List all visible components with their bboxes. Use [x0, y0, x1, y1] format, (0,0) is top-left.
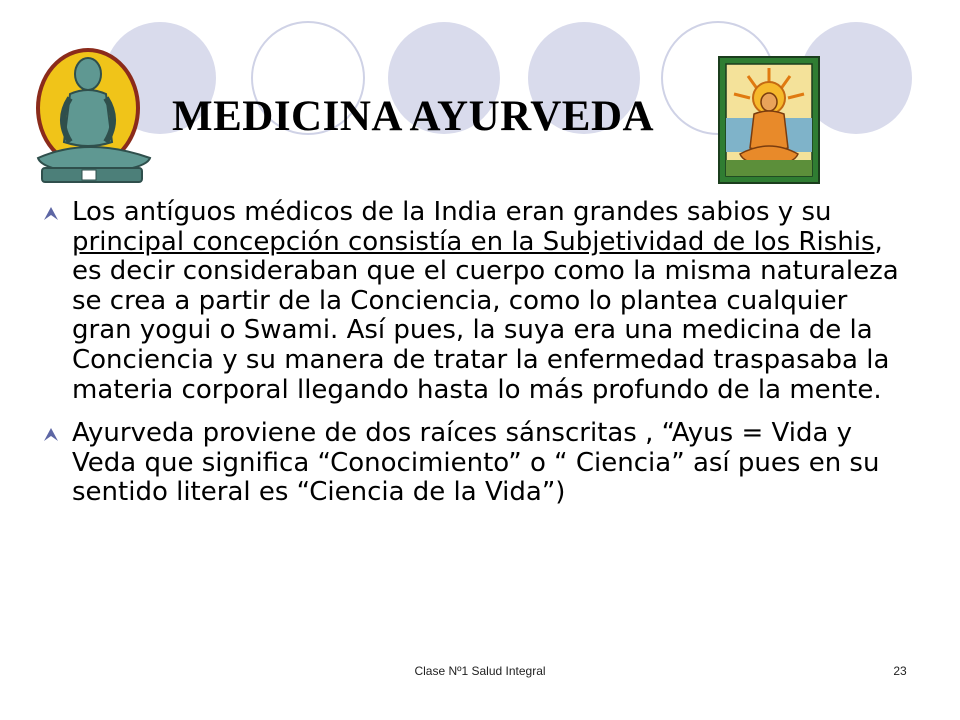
footer-label: Clase Nº1 Salud Integral [414, 664, 546, 678]
bullet-text: Ayurveda proviene de dos raíces sánscritas , “Ayus = Vida y Veda que significa “Conocimiento” o “ Ciencia” así pues en su sentido literal es “Ciencia de la Vida”) [72, 418, 880, 508]
meditating-buddha-sun-icon [718, 56, 820, 184]
bullet-arrow-icon [42, 204, 60, 222]
bullet-text: , es decir consideraban que el cuerpo como la misma naturaleza se crea a partir de la Conciencia, como lo plantea cualquier gran yogui o Swami. Así pues, la suya era una medicina de la Conciencia y su manera de tratar la enfermedad traspasaba la materia corporal llegando hasta lo más profundo de la mente. [72, 226, 899, 405]
bullet-arrow-icon [42, 425, 60, 443]
bullet-item [40, 198, 910, 405]
bullet-text-underlined: principal concepción consistía en la Subjetividad de los Rishis [72, 226, 875, 257]
seated-buddha-statue-icon [30, 46, 158, 186]
page-number: 23 [893, 664, 907, 678]
slide-title: MEDICINA AYURVEDA [172, 93, 655, 140]
slide-body [40, 198, 910, 508]
bullet-item [40, 419, 910, 508]
bullet-text: Los antíguos médicos de la India eran grandes sabios y su [72, 197, 832, 227]
